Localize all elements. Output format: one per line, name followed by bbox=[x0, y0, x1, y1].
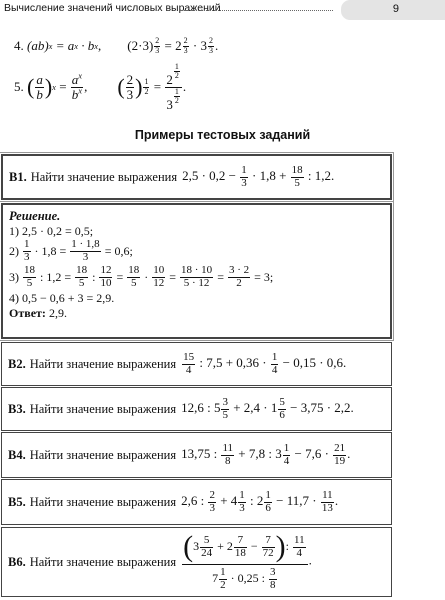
fraction-denominator: 2 bbox=[144, 86, 149, 96]
formula-term: · 3 bbox=[192, 38, 207, 53]
fraction-denominator: 4 bbox=[283, 454, 290, 467]
fraction-denominator: 4 bbox=[293, 547, 306, 560]
expression-part: 13,75 : bbox=[181, 445, 218, 461]
expression-part: . bbox=[308, 552, 312, 568]
fraction-numerator: 3 · 2 bbox=[228, 264, 250, 277]
task-expression bbox=[181, 397, 354, 421]
fraction-denominator: 3 bbox=[208, 45, 213, 55]
fraction-numerator: 1 bbox=[24, 238, 30, 250]
formula-5: 5. ( $\frac{a}{b}$ ) x = $\frac{a^x}{b^x}$ , ( $\frac{2}{3}$ ) $\frac{1}{2}$ = 2 $\frac{1}{2}$ 3 $\frac{1}{2}$ . bbox=[14, 61, 187, 112]
fraction-denominator: 19 bbox=[334, 454, 346, 467]
expression-part: : bbox=[285, 539, 289, 554]
task-label: B2. bbox=[8, 356, 26, 371]
expression-part: . bbox=[334, 492, 339, 508]
fraction-denominator: b bbox=[71, 86, 79, 102]
fraction-numerator: 2 bbox=[208, 36, 213, 46]
task-text: Найти значение выражения bbox=[29, 356, 177, 371]
expression-part: + 2 bbox=[217, 539, 233, 554]
formula-number: 5. bbox=[14, 79, 24, 94]
expression-part: : 1,2. bbox=[307, 167, 335, 183]
fraction-denominator: 3 bbox=[70, 251, 100, 264]
fraction-denominator: 2 bbox=[220, 579, 226, 591]
expression-part: : 7,5 + 0,36 · bbox=[199, 354, 267, 370]
formula-term: (2·3) bbox=[127, 38, 154, 53]
fraction-denominator: b bbox=[36, 86, 43, 102]
fraction-numerator: 7 bbox=[265, 534, 271, 547]
expression-part: = bbox=[217, 269, 224, 284]
fraction-numerator: 1 bbox=[174, 61, 179, 71]
fraction-numerator: 1 bbox=[283, 441, 290, 454]
solution-box bbox=[1, 203, 392, 339]
fraction-numerator: 3 bbox=[270, 566, 276, 579]
formula-term: = bbox=[59, 79, 67, 94]
fraction-denominator: 6 bbox=[265, 501, 271, 514]
task-label: B6. bbox=[8, 554, 26, 569]
fraction-numerator: 1 bbox=[241, 163, 247, 176]
fraction-denominator: 6 bbox=[279, 408, 285, 421]
task-expression bbox=[182, 165, 334, 189]
solution-title: Решение. bbox=[9, 209, 61, 223]
fraction-denominator: 24 bbox=[201, 546, 213, 559]
expression-part: − 7,6 · bbox=[294, 445, 329, 461]
formula-punct: . bbox=[214, 38, 219, 53]
task-text: Найти значение выражения bbox=[30, 169, 178, 184]
fraction-numerator: 18 · 10 bbox=[181, 264, 213, 277]
expression-part: − 3,75 · 2,2. bbox=[290, 399, 354, 415]
fraction-denominator: 13 bbox=[321, 501, 333, 514]
fraction-denominator: 12 bbox=[153, 276, 165, 289]
fraction-numerator: 15 bbox=[183, 350, 195, 363]
fraction-numerator: 18 bbox=[291, 163, 303, 176]
task-label: B1. bbox=[9, 169, 27, 184]
fraction-numerator: 10 bbox=[153, 264, 165, 277]
header-title: Вычисление значений числовых выражений bbox=[4, 2, 221, 14]
expression-part: + 4 bbox=[220, 492, 238, 508]
fraction-denominator: 5 bbox=[23, 277, 36, 290]
fraction-numerator: a bbox=[71, 71, 79, 87]
solution-answer bbox=[9, 306, 384, 321]
fraction-denominator: 4 bbox=[182, 364, 195, 377]
fraction-numerator: a bbox=[36, 71, 43, 87]
fraction-numerator: 18 bbox=[24, 264, 35, 277]
expression-part: 7 bbox=[212, 571, 219, 586]
solution-line-1: 1) 2,5 · 0,2 = 0,5; bbox=[9, 224, 94, 238]
fraction-numerator: 2 bbox=[155, 36, 160, 46]
fraction-denominator: 2 bbox=[174, 71, 179, 81]
fraction-numerator: 1 bbox=[174, 86, 179, 96]
task-label: B5. bbox=[8, 494, 26, 509]
answer-label: Ответ: bbox=[9, 306, 46, 321]
expression-part: 2) bbox=[9, 243, 19, 258]
task-expression: (3 $\frac{5}{24}$ + 2 $\frac{7}{18}$ − $\frac{7}{72}$ ): $\frac{11}{4}$ 7 $\frac{1}{2}$ · 0,25 : $\frac{3}{8}$ . bbox=[183, 530, 312, 591]
fraction-denominator: 8 bbox=[270, 579, 276, 591]
expression-part: 3 bbox=[193, 539, 200, 554]
fraction-denominator: 3 bbox=[126, 86, 134, 102]
formula-punct: , bbox=[98, 38, 102, 53]
fraction-numerator: 1 bbox=[144, 77, 149, 87]
fraction-denominator: 5 bbox=[222, 408, 228, 421]
fraction-numerator: 2 bbox=[126, 71, 134, 87]
task-text: Найти значение выражения bbox=[29, 447, 177, 462]
task-b2 bbox=[1, 342, 392, 386]
fraction-denominator: 3 bbox=[183, 45, 188, 55]
fraction-numerator: 21 bbox=[334, 441, 346, 454]
exponent: x bbox=[78, 70, 83, 81]
task-label: B4. bbox=[8, 447, 26, 462]
formula-number: 4. bbox=[14, 38, 24, 53]
expression-part: · 1,8 + bbox=[252, 167, 287, 183]
fraction-numerator: 1 · 1,8 bbox=[71, 238, 100, 250]
section-title: Примеры тестовых заданий bbox=[134, 128, 311, 142]
expression-part: − 11,7 · bbox=[276, 492, 317, 508]
fraction-denominator: 3 bbox=[209, 501, 215, 514]
fraction-denominator: 5 bbox=[127, 277, 140, 290]
fraction-numerator: 12 bbox=[100, 264, 112, 277]
task-text: Найти значение выражения bbox=[29, 554, 177, 569]
task-b1 bbox=[1, 154, 392, 200]
fraction-numerator: 2 bbox=[209, 488, 215, 501]
formula-punct: , bbox=[84, 79, 88, 94]
fraction-numerator: 7 bbox=[237, 534, 244, 547]
fraction-numerator: 1 bbox=[239, 488, 245, 501]
fraction-denominator: 2 bbox=[174, 95, 179, 105]
expression-part: · 0,25 : bbox=[230, 571, 265, 586]
task-expression bbox=[181, 352, 346, 376]
task-label: B3. bbox=[8, 401, 26, 416]
fraction-denominator: 8 bbox=[221, 455, 234, 468]
running-header bbox=[0, 0, 445, 22]
task-b4 bbox=[1, 432, 392, 478]
expression-part: = bbox=[116, 269, 124, 284]
fraction-denominator: 72 bbox=[262, 546, 274, 559]
task-expression bbox=[181, 443, 350, 467]
formula-4: 4. (ab) x = a x · b x , (2·3) $\frac{2}{3}$ = 2 $\frac{2}{3}$ · 3 $\frac{2}{3}$ . bbox=[14, 36, 219, 55]
solution-line-3 bbox=[9, 265, 384, 289]
task-text: Найти значение выражения bbox=[29, 494, 177, 509]
fraction-numerator: 3 bbox=[222, 395, 228, 408]
fraction-numerator: 1 bbox=[271, 350, 278, 363]
fraction-numerator: 11 bbox=[322, 488, 333, 501]
formula-term: = bbox=[153, 79, 162, 94]
fraction-denominator: 3 bbox=[24, 250, 30, 263]
fraction-denominator: 3 bbox=[155, 45, 160, 55]
expression-part: + 7,8 : 3 bbox=[238, 445, 282, 461]
exponent: x bbox=[78, 85, 83, 96]
solution-line-2 bbox=[9, 239, 384, 263]
fraction-numerator: 5 bbox=[279, 395, 285, 408]
expression-part: = 3; bbox=[254, 269, 274, 284]
expression-part: 2,5 · 0,2 − bbox=[182, 167, 236, 183]
expression-part: − 0,15 · 0,6. bbox=[282, 354, 347, 370]
expression-part: · bbox=[144, 269, 149, 284]
fraction-numerator: 1 bbox=[265, 488, 271, 501]
expression-part: + 2,4 · 1 bbox=[233, 399, 278, 415]
expression-part: 3) bbox=[9, 269, 19, 284]
fraction-denominator: 10 bbox=[100, 276, 112, 289]
expression-part: = 0,6; bbox=[104, 243, 133, 258]
formula-term: · b bbox=[81, 38, 95, 53]
fraction-denominator: 18 bbox=[234, 546, 246, 559]
expression-part: = bbox=[169, 269, 177, 284]
task-expression bbox=[181, 490, 338, 514]
fraction-denominator: 5 · 12 bbox=[180, 277, 213, 290]
fraction-numerator: 11 bbox=[222, 441, 234, 454]
header-dotted-leader bbox=[180, 10, 333, 11]
task-b5 bbox=[1, 479, 392, 525]
formula-term: = a bbox=[55, 38, 75, 53]
formula-term: = 2 bbox=[164, 38, 182, 53]
fraction-denominator: 3 bbox=[239, 501, 245, 514]
expression-part: 2,6 : bbox=[181, 492, 205, 508]
expression-part: : bbox=[92, 269, 96, 284]
fraction-numerator: 18 bbox=[128, 264, 140, 277]
fraction-numerator: 18 bbox=[76, 264, 88, 277]
task-b3 bbox=[1, 387, 392, 431]
page-number: 9 bbox=[392, 3, 399, 15]
answer-value: 2,9. bbox=[48, 306, 67, 321]
fraction-numerator: 1 bbox=[220, 566, 226, 579]
expression-part: : 1,2 = bbox=[40, 269, 72, 284]
fraction-numerator: 11 bbox=[293, 534, 305, 547]
task-b6 bbox=[1, 527, 392, 597]
fraction-denominator: 3 bbox=[166, 96, 173, 112]
formula-term: (ab) bbox=[27, 38, 49, 53]
fraction-denominator: 3 bbox=[241, 176, 247, 189]
expression-part: · 1,8 = bbox=[34, 243, 67, 258]
fraction-denominator: 4 bbox=[271, 363, 278, 376]
formula-punct: . bbox=[182, 79, 187, 94]
expression-part: 12,6 : 5 bbox=[181, 399, 221, 415]
fraction-numerator: 2 bbox=[183, 36, 188, 46]
expression-part: − bbox=[250, 539, 258, 554]
fraction-numerator: 5 bbox=[203, 534, 210, 547]
expression-part: : 2 bbox=[250, 492, 264, 508]
fraction-denominator: 5 bbox=[291, 177, 304, 190]
solution-line-4: 4) 0,5 − 0,6 + 3 = 2,9. bbox=[9, 291, 115, 306]
task-text: Найти значение выражения bbox=[29, 401, 177, 416]
expression-part: . bbox=[347, 445, 351, 461]
fraction-numerator: 2 bbox=[166, 71, 173, 87]
fraction-denominator: 5 bbox=[75, 277, 88, 290]
fraction-denominator: 2 bbox=[228, 277, 250, 290]
